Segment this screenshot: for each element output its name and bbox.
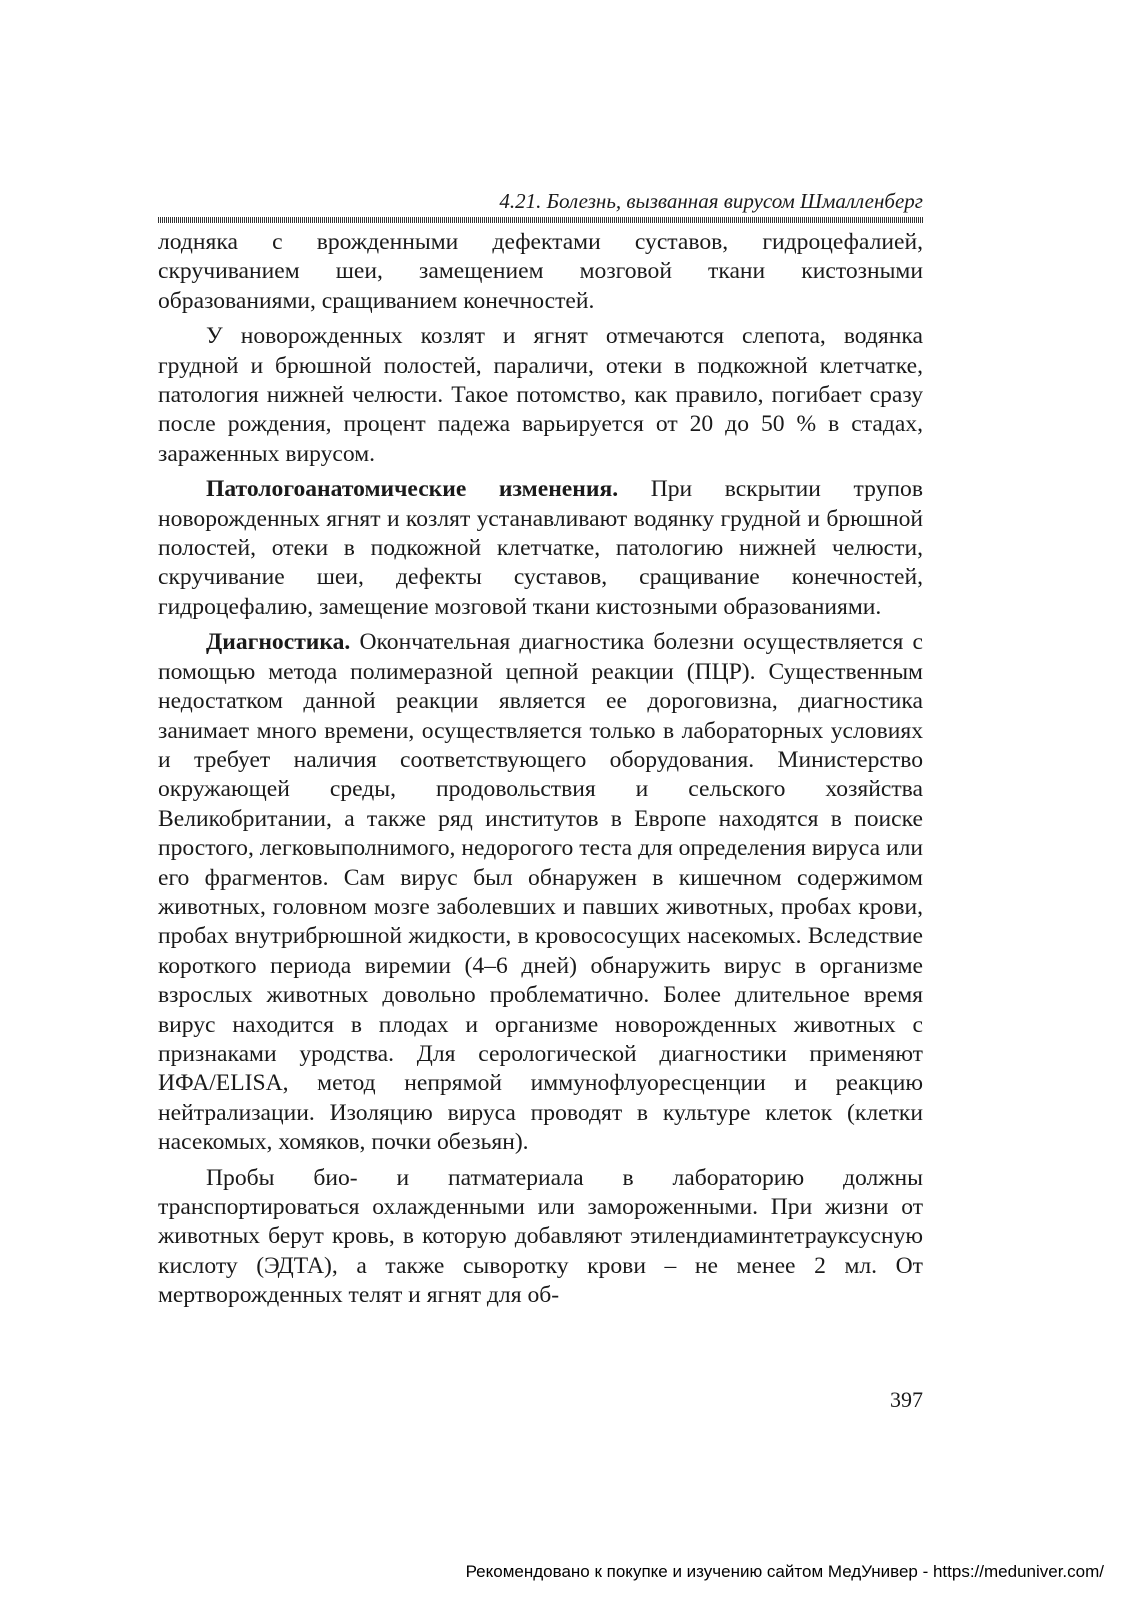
- paragraph-5: Пробы био- и патматериала в лабораторию должны транспортироваться охлажденными или замороженными. При жизни от животных берут кровь, в которую добавляют этилендиаминтетрауксусную кислоту (ЭДТА), а также сыворотку крови – не менее 2 мл. От мертворожденных телят и ягнят для об-: [158, 1164, 923, 1309]
- paragraph-3-text: При вскрытии трупов новорожденных ягнят и козлят устанавливают водянку грудной и брюшной полостей, отеки в подкожной клетчатке, патологию нижней челюсти, скручивание шеи, дефекты суставов, сращивание конечностей, гидроцефалию, замещение мозговой ткани кистозными образованиями.: [158, 476, 923, 620]
- header-rule: [158, 217, 923, 223]
- page-number: 397: [890, 1387, 923, 1412]
- paragraph-3: [158, 475, 923, 622]
- footer-note: Рекомендовано к покупке и изучению сайтом МедУнивер - https://meduniver.com/: [465, 1562, 1104, 1581]
- body-text: [158, 228, 923, 1317]
- paragraph-1: лодняка с врожденными дефектами суставов, гидроцефалией, скручиванием шеи, замещением мозговой ткани кистозными образованиями, сращиванием конечностей.: [158, 229, 923, 314]
- paragraph-4-text: Окончательная диагностика болезни осуществляется с помощью метода полимеразной цепной реакции (ПЦР). Существенным недостатком данной реакции является ее дороговизна, диагностика занимает много времени, осуществляется только в лабораторных условиях и требует наличия соответствующего оборудования. Министерство окружающей среды, продовольствия и сельского хозяйства Великобритании, а также ряд институтов в Европе находятся в поиске простого, легковыполнимого, недорогого теста для определения вируса или его фрагментов. Сам вирус был обнаружен в кишечном содержимом животных, головном мозге заболевших и павших животных, пробах крови, пробах внутрибрюшной жидкости, в кровососущих насекомых. Вследствие короткого периода виремии (4–6 дней) обнаружить вирус в организме взрослых животных довольно проблематично. Более длительное время вирус находится в плодах и организме новорожденных животных с признаками уродства. Для серологической диагностики применяют ИФА/ELISA, метод непрямой иммунофлуоресценции и реакцию нейтрализации. Изоляцию вируса проводят в культуре клеток (клетки насекомых, хомяков, почки обезьян).: [158, 629, 923, 1156]
- running-head: 4.21. Болезнь, вызванная вирусом Шмалленберг: [499, 189, 923, 213]
- section-heading-pathology: Патологоанатомические изменения.: [206, 476, 619, 503]
- paragraph-2: У новорожденных козлят и ягнят отмечаются слепота, водянка грудной и брюшной полостей, параличи, отеки в подкожной клетчатке, патология нижней челюсти. Такое потомство, как правило, погибает сразу после рождения, процент падежа варьируется от 20 до 50 % в стадах, зараженных вирусом.: [158, 323, 923, 467]
- paragraph-4: [158, 628, 923, 1157]
- section-heading-diagnostics: Диагностика.: [206, 629, 351, 656]
